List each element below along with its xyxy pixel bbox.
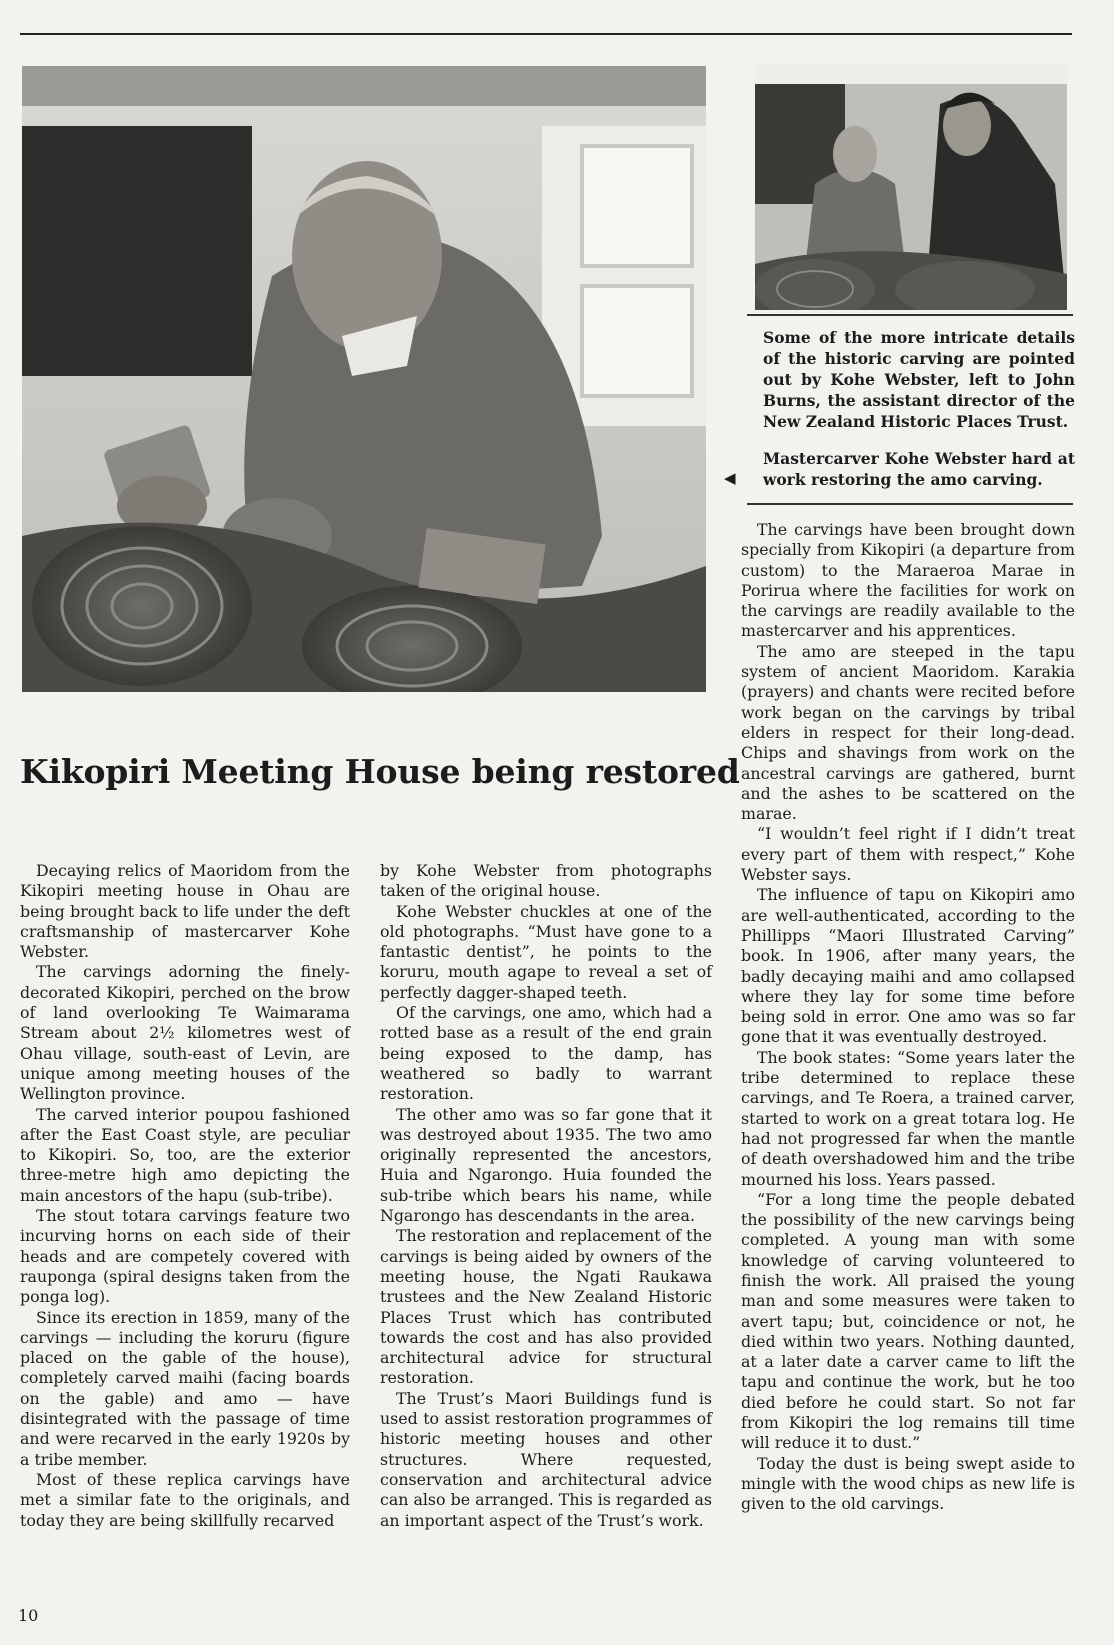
caption-rule-top [747, 314, 1073, 316]
photo-caption-small: Some of the more intricate details of the historic carving are pointed out by Kohe Webster, left to John Burns, the assistant director of the New Zealand Historic Places Trust. [763, 328, 1075, 431]
main-photo [22, 66, 706, 692]
paragraph: The carvings have been brought down specially from Kikopiri (a departure from custom) to the Maraeroa Marae in Porirua where the facilities for work on the carvings are readily available to the mastercarver and his apprentices. [741, 520, 1075, 641]
paragraph: “For a long time the people debated the possibility of the new carvings being completed. A young man with some knowledge of carving volunteered to finish the work. All praised the young man and some measures were taken to avert tapu; but, coincidence or not, he died within two years. Nothing daunted, at a later date a carver came to lift the tapu and continue the work, but he too died before he could start. So not far from Kikopiri the log remains till time will reduce it to dust.” [741, 1189, 1075, 1453]
small-photo [755, 64, 1067, 310]
paragraph: The influence of tapu on Kikopiri amo are well-authenticated, according to the Phillipps “Maori Illustrated Carving” book. In 1906, after many years, the badly decaying maihi and amo collapsed where they lay for some time before being sold in error. One amo was so far gone that it was eventually destroyed. [741, 885, 1075, 1047]
page-number: 10 [18, 1606, 39, 1625]
small-photo-image [755, 64, 1067, 310]
paragraph: Decaying relics of Maoridom from the Kikopiri meeting house in Ohau are being brought back to life under the deft craftsmanship of mastercarver Kohe Webster. [20, 861, 350, 962]
caption-rule-bottom [747, 503, 1073, 505]
paragraph: The carved interior poupou fashioned after the East Coast style, are peculiar to Kikopiri. So, too, are the exterior three-metre high amo depicting the main ancestors of the hapu (sub-tribe). [20, 1104, 350, 1205]
paragraph: Of the carvings, one amo, which had a rotted base as a result of the end grain being exposed to the damp, has weathered so badly to warrant restoration. [380, 1003, 712, 1104]
paragraph: by Kohe Webster from photographs taken of the original house. [380, 861, 712, 901]
paragraph: The amo are steeped in the tapu system of ancient Maoridom. Karakia (prayers) and chants were recited before work began on the carvings by tribal elders in respect for their long-dead. Chips and shavings from work on the ancestral carvings are gathered, burnt and the ashes to be scattered on the marae. [741, 641, 1075, 824]
caption-arrow-icon: ◀ [724, 469, 736, 487]
paragraph: The book states: “Some years later the tribe determined to replace these carvings, and Te Roera, a trained carver, started to work on a great totara log. He had not progressed far when the mantle of death overshadowed him and the tribe mourned his loss. Years passed. [741, 1047, 1075, 1189]
paragraph: Most of these replica carvings have met a similar fate to the originals, and today they are being skillfully recarved [20, 1469, 350, 1530]
paragraph: The carvings adorning the finely-decorated Kikopiri, perched on the brow of land overlooking Te Waimarama Stream about 2½ kilometres west of Ohau village, south-east of Levin, are unique among meeting houses of the Wellington province. [20, 962, 350, 1104]
paragraph: The Trust’s Maori Buildings fund is used to assist restoration programmes of historic meeting houses and other structures. Where requested, conservation and architectural advice can also be arranged. This is regarded as an important aspect of the Trust’s work. [380, 1388, 712, 1530]
top-rule [20, 33, 1072, 35]
paragraph: The restoration and replacement of the carvings is being aided by owners of the meeting house, the Ngati Raukawa trustees and the New Zealand Historic Places Trust which has contributed towards the cost and has also provided architectural advice for structural restoration. [380, 1226, 712, 1388]
article-column-2 [380, 861, 712, 1531]
photo-caption-main: Mastercarver Kohe Webster hard at work restoring the amo carving. [763, 449, 1075, 489]
paragraph: Since its erection in 1859, many of the carvings — including the koruru (figure placed on the gable of the house), completely carved maihi (facing boards on the gable) and amo — have disintegrated with the passage of time and were recarved in the early 1920s by a tribe member. [20, 1307, 350, 1469]
paragraph: The stout totara carvings feature two incurving horns on each side of their heads and are competely covered with rauponga (spiral designs taken from the ponga log). [20, 1206, 350, 1307]
paragraph: The other amo was so far gone that it was destroyed about 1935. The two amo originally represented the ancestors, Huia and Ngarongo. Huia founded the sub-tribe which bears his name, while Ngarongo has descendants in the area. [380, 1104, 712, 1226]
article-headline: Kikopiri Meeting House being restored [20, 752, 740, 791]
article-column-3 [741, 520, 1075, 1515]
paragraph: Kohe Webster chuckles at one of the old photographs. “Must have gone to a fantastic dentist”, he points to the koruru, mouth agape to reveal a set of perfectly dagger-shaped teeth. [380, 901, 712, 1002]
paragraph: Today the dust is being swept aside to mingle with the wood chips as new life is given to the old carvings. [741, 1453, 1075, 1514]
paragraph: “I wouldn’t feel right if I didn’t treat every part of them with respect,” Kohe Webster says. [741, 824, 1075, 885]
main-photo-image [22, 66, 706, 692]
article-column-1 [20, 861, 350, 1531]
